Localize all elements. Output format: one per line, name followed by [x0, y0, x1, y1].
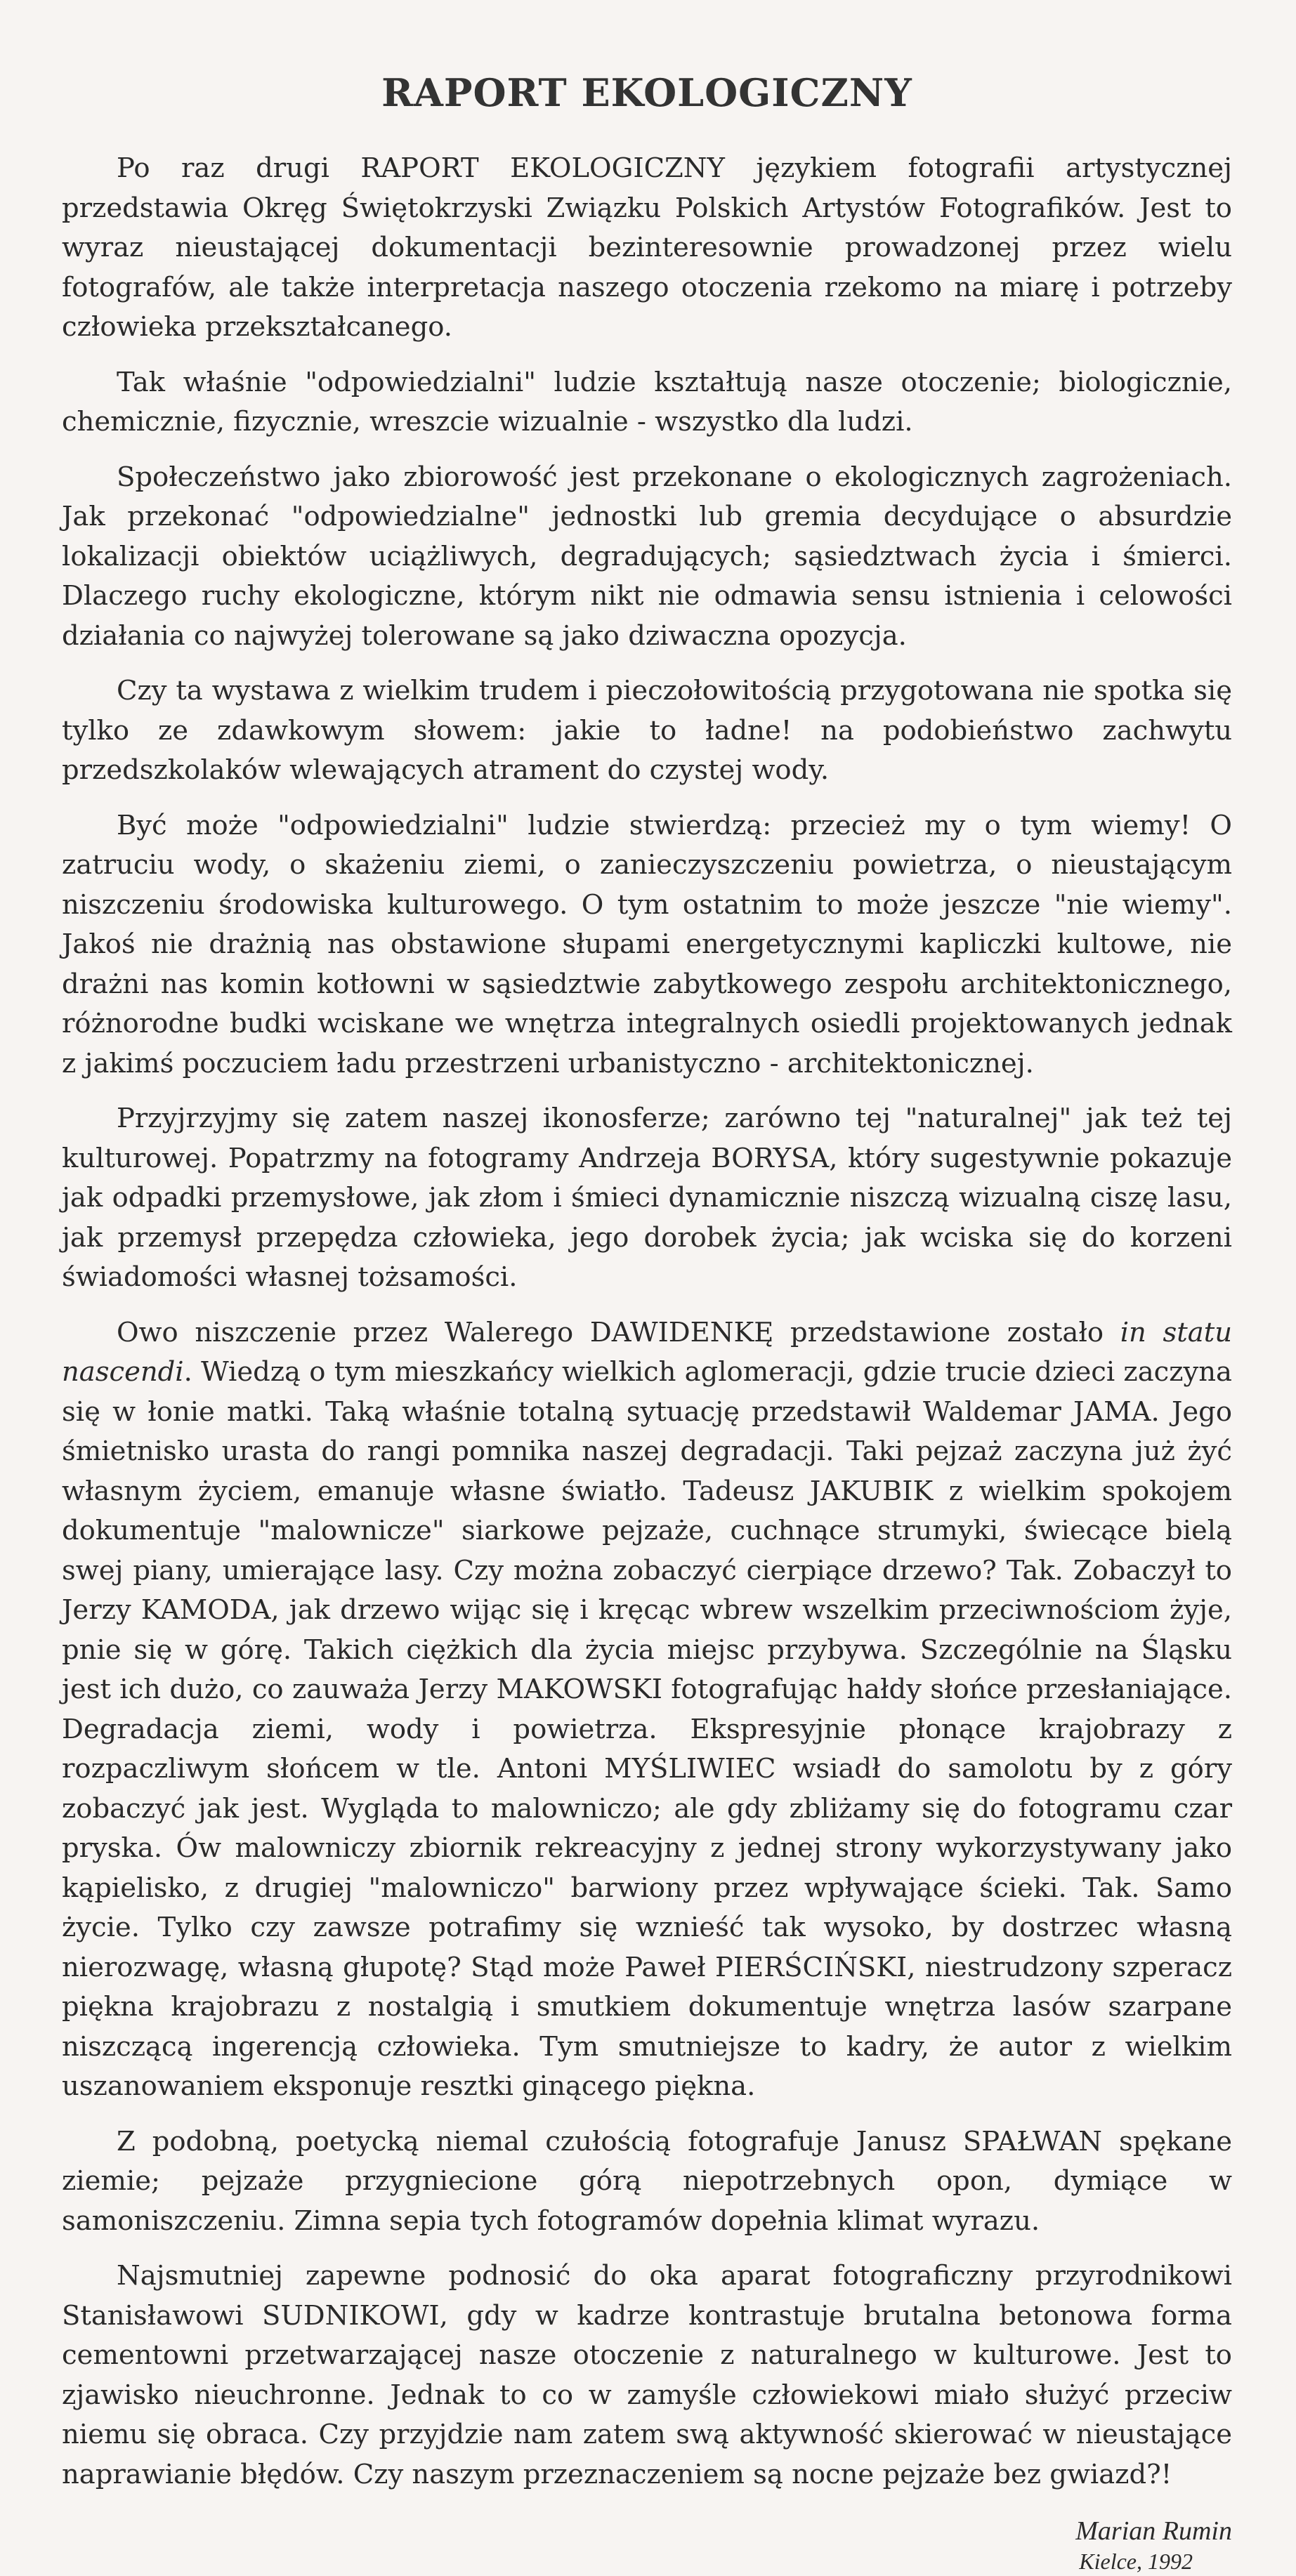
paragraph-text: Tak właśnie "odpowiedzialni" ludzie kształtują nasze otoczenie; biologicznie, chemicznie, fizycznie, wreszcie wizualnie - wszystko dla ludzi.: [62, 366, 1232, 438]
document-page: [62, 70, 1233, 2574]
paragraph: [62, 363, 1232, 442]
paragraph: [62, 1313, 1232, 2107]
document-title: RAPORT EKOLOGICZNY: [381, 70, 912, 115]
place-and-date: Kielce, 1992: [1079, 2549, 1193, 2574]
paragraph: [62, 1099, 1232, 1298]
paragraph-text: Po raz drugi RAPORT EKOLOGICZNY językiem fotografii artystycznej przedstawia Okręg Świętokrzyski Związku Polskich Artystów Fotografików. Jest to wyraz nieustającej dokumentacji bezinteresownie prowadzonej przez wielu fotografów, ale także interpretacja naszego otoczenia rzekomo na miarę i potrzeby człowieka przekształcanego.: [62, 152, 1232, 343]
paragraph-text: Społeczeństwo jako zbiorowość jest przekonane o ekologicznych zagrożeniach. Jak przekonać "odpowiedzialne" jednostki lub gremia decydujące o absurdzie lokalizacji obiektów uciążliwych, degradujących; sąsiedztwach życia i śmierci. Dlaczego ruchy ekologiczne, którym nikt nie odmawia sensu istnienia i celowości działania co najwyżej tolerowane są jako dziwaczna opozycja.: [62, 461, 1232, 652]
document-body: [62, 149, 1232, 2495]
paragraph-text: Przyjrzyjmy się zatem naszej ikonosferze; zarówno tej "naturalnej" jak też tej kulturowej. Popatrzmy na fotogramy Andrzeja BORYSA, który sugestywnie pokazuje jak odpadki przemysłowe, jak złom i śmieci dynamicznie niszczą wizualną ciszę lasu, jak przemysł przepędza człowieka, jego dorobek życia; jak wciska się do korzeni świadomości własnej tożsamości.: [62, 1103, 1232, 1293]
author-name: Marian Rumin: [1075, 2516, 1232, 2546]
italic-phrase: in statu nascendi: [62, 1316, 1233, 1388]
paragraph-text: . Wiedzą o tym mieszkańcy wielkich aglomeracji, gdzie trucie dzieci zaczyna się w łonie matki. Taką właśnie totalną sytuację przedstawił Waldemar JAMA. Jego śmietnisko urasta do rangi pomnika naszej degradacji. Taki pejzaż zaczyna już żyć własnym życiem, emanuje własne światło. Tadeusz JAKUBIK z wielkim spokojem dokumentuje "malownicze" siarkowe pejzaże, cuchnące strumyki, świecące bielą swej piany, umierające lasy. Czy można zobaczyć cierpiące drzewo? Tak. Zobaczył to Jerzy KAMODA, jak drzewo wijąc się i kręcąc wbrew wszelkim przeciwnościom żyje, pnie się w górę. Takich ciężkich dla życia miejsc przybywa. Szczególnie na Śląsku jest ich dużo, co zauważa Jerzy MAKOWSKI fotografując hałdy słońce przesłaniające. Degradacja ziemi, wody i powietrza. Ekspresyjnie płonące krajobrazy z rozpaczliwym słońcem w tle. Antoni MYŚLIWIEC wsiadł do samolotu by z góry zobaczyć jak jest. Wygląda to malowniczo; ale gdy zbliżamy się do fotogramu czar pryska. Ów malowniczy zbiornik rekreacyjny z jednej strony wykorzystywany jako kąpielisko, z drugiej "malowniczo" barwiony przez wpływające ścieki. Tak. Samo życie. Tylko czy zawsze potrafimy się wznieść tak wysoko, by dostrzec własną nierozwagę, własną głupotę? Stąd może Paweł PIERŚCIŃSKI, niestrudzony szperacz piękna krajobrazu z nostalgią i smutkiem dokumentuje wnętrza lasów szarpane niszczącą ingerencją człowieka. Tym smutniejsze to kadry, że autor z wielkim uszanowaniem eksponuje resztki ginącego piękna.: [62, 1356, 1232, 2102]
paragraph-text: Czy ta wystawa z wielkim trudem i pieczołowitością przygotowana nie spotka się tylko ze zdawkowym słowem: jakie to ładne! na podobieństwo zachwytu przedszkolaków wlewających atrament do czystej wody.: [62, 675, 1232, 786]
paragraph-text: Być może "odpowiedzialni" ludzie stwierdzą: przecież my o tym wiemy! O zatruciu wody, o skażeniu ziemi, o zanieczyszczeniu powietrza, o nieustającym niszczeniu środowiska kulturowego. O tym ostatnim to może jeszcze "nie wiemy". Jakoś nie drażnią nas obstawione słupami energetycznymi kapliczki kultowe, nie drażni nas komin kotłowni w sąsiedztwie zabytkowego zespołu architektonicznego, różnorodne budki wciskane we wnętrza integralnych osiedli projektowanych jednak z jakimś poczuciem ładu przestrzeni urbanistyczno - architektonicznej.: [62, 809, 1232, 1079]
paragraph-text: Z podobną, poetycką niemal czułością fotografuje Janusz SPAŁWAN spękane ziemie; pejzaże przygniecione górą niepotrzebnych opon, dymiące w samoniszczeniu. Zimna sepia tych fotogramów dopełnia klimat wyrazu.: [62, 2125, 1232, 2237]
paragraph-text: Owo niszczenie przez Walerego DAWIDENKĘ przedstawione zostało: [117, 1316, 1120, 1348]
paragraph: [62, 671, 1232, 791]
paragraph: [62, 458, 1232, 657]
paragraph-text: Najsmutniej zapewne podnosić do oka aparat fotograficzny przyrodnikowi Stanisławowi SUDNIKOWI, gdy w kadrze kontrastuje brutalna betonowa forma cementowni przetwarzającej nasze otoczenie z naturalnego w kulturowe. Jest to zjawisko nieuchronne. Jednak to co w zamyśle człowiekowi miało służyć przeciw niemu się obraca. Czy przyjdzie nam zatem swą aktywność skierować w nieustające naprawianie błędów. Czy naszym przeznaczeniem są nocne pejzaże bez gwiazd?!: [62, 2260, 1232, 2490]
signature-block: [1075, 2510, 1232, 2576]
paragraph: [62, 149, 1232, 348]
paragraph: [62, 806, 1232, 1084]
paragraph: [62, 2122, 1232, 2242]
